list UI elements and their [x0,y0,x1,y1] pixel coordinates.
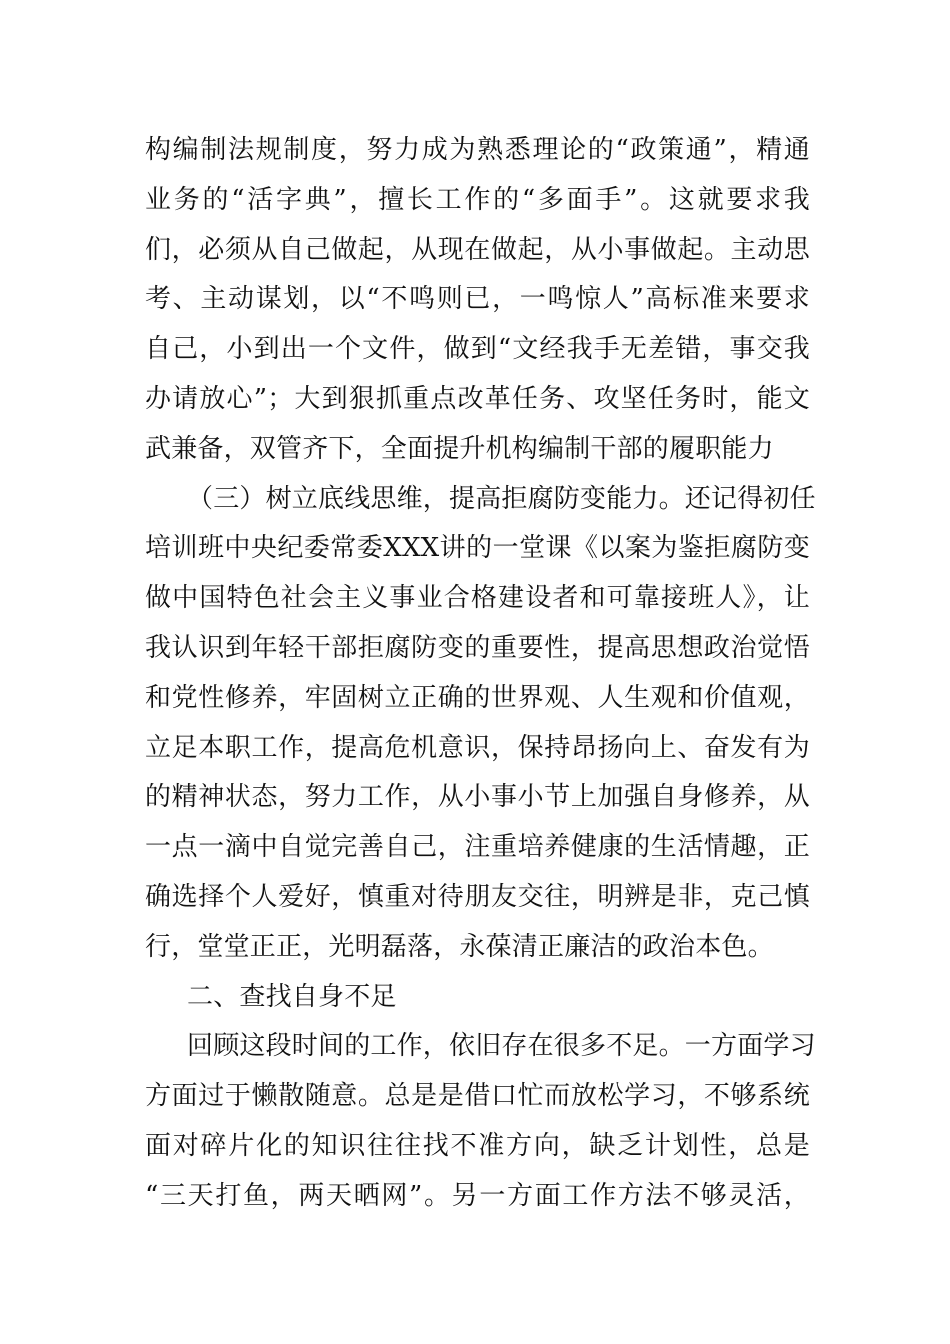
text-line: 业务的“活字典”，擅长工作的“多面手”。这就要求我 [145,184,810,215]
section-heading: 二、查找自身不足 [187,981,397,1012]
text-line: 和党性修养，牢固树立正确的世界观、人生观和价值观， [145,682,810,713]
text-line: 行，堂堂正正，光明磊落，永葆清正廉洁的政治本色。 [145,931,774,962]
text-line: 的精神状态，努力工作，从小事小节上加强自身修养，从 [145,782,810,813]
text-line: 面对碎片化的知识往往找不准方向，缺乏计划性，总是 [145,1130,810,1161]
text-line: “三天打鱼，两天晒网”。另一方面工作方法不够灵活， [145,1180,810,1211]
text-line: 考、主动谋划，以“不鸣则已，一鸣惊人”高标准来要求 [145,284,810,315]
document-body [145,126,816,1222]
section-heading-line: （三）树立底线思维，提高拒腐防变能力。还记得初任 [187,483,816,514]
text-line: 自己，小到出一个文件，做到“文经我手无差错，事交我 [145,334,810,365]
text-line: 确选择个人爱好，慎重对待朋友交往，明辨是非，克己慎 [145,881,810,912]
text-line: 做中国特色社会主义事业合格建设者和可靠接班人》，让 [145,583,810,614]
text-line: 我认识到年轻干部拒腐防变的重要性，提高思想政治觉悟 [145,632,810,663]
text-line: 武兼备，双管齐下，全面提升机构编制干部的履职能力 [145,433,774,464]
paragraph-start-line: 回顾这段时间的工作，依旧存在很多不足。一方面学习 [187,1031,816,1062]
text-line: 培训班中央纪委常委XXX讲的一堂课《以案为鉴拒腐防变 [145,533,810,564]
text-line: 构编制法规制度，努力成为熟悉理论的“政策通”，精通 [145,135,810,165]
text-line: 办请放心”；大到狠抓重点改革任务、攻坚任务时，能文 [145,383,810,414]
text-line: 立足本职工作，提高危机意识，保持昂扬向上、奋发有为 [145,732,810,763]
text-line: 一点一滴中自觉完善自己，注重培养健康的生活情趣，正 [145,832,810,863]
text-line: 方面过于懒散随意。总是是借口忙而放松学习，不够系统 [145,1081,810,1112]
text-line: 们，必须从自己做起，从现在做起，从小事做起。主动思 [145,234,810,265]
